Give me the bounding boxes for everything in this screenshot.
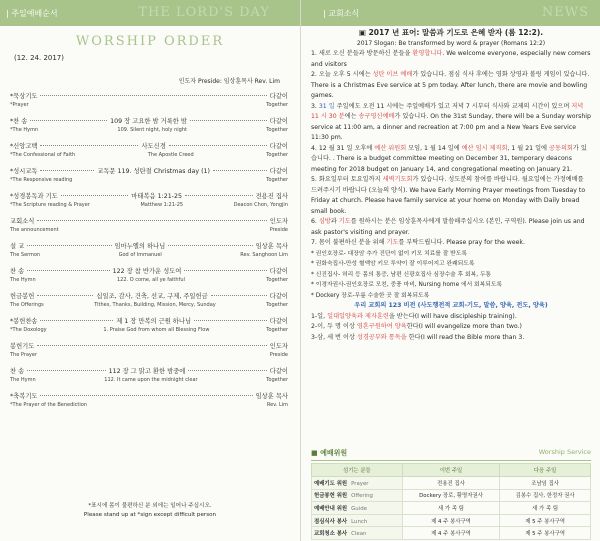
- order-item-name: 헌금봉헌: [10, 293, 35, 300]
- church-vision-title: 우리 교회의 123 비전 (사도행전적 교회-기도, 말씀, 양육, 전도, 양육): [354, 302, 548, 309]
- order-item-leader: 다같이: [269, 93, 288, 100]
- order-item-detail-en: God of Immanuel: [118, 252, 162, 258]
- news-item-4: 4. 12 월 31 일 오후에 예산 위원회 모임, 1 월 14 일에 예산 임시 제직회, 1 월 21 일에 공동의회가 있습니다. . There is a budget committee meeting on December 31, temporary deacons meeting for 2018 budget on January 14, and congregational meeting on January 21.: [311, 144, 587, 173]
- order-item-name-en: *The Responsive reading: [10, 177, 73, 183]
- column-header: 섬기는 분들: [312, 464, 403, 477]
- order-item-detail-en: [29, 101, 267, 109]
- order-item-detail: 사도신경: [141, 143, 166, 150]
- role-cell: 점심식사 봉사 Lunch: [312, 514, 403, 527]
- order-item-leader-en: Together: [266, 177, 288, 183]
- order-item-leader: 다같이: [269, 268, 289, 275]
- column-header: 이번 주일: [402, 464, 499, 477]
- news-item-7: 7. 몸이 불편하신 분을 위해 기도를 부탁드립니다. Please pray for the week.: [311, 239, 525, 246]
- service-date: (12. 24. 2017): [14, 54, 64, 62]
- vision-item-3: 3-삼, 세 번 이상 성경공부와 통독을 한다(I will read the Bible more than 3.: [311, 333, 525, 341]
- prayer-request: * Dockery 장로-무릎 수술한 곳 잘 회복되도록: [311, 292, 430, 299]
- order-item-detail-en: 122. O come, all ye faithful: [116, 277, 185, 283]
- standing-note: [0, 502, 300, 520]
- order-item-leader-en: Preside: [269, 352, 288, 358]
- order-item-leader-en: Together: [266, 327, 288, 333]
- order-item-name: *신앙고백: [10, 143, 38, 150]
- order-item-detail-en: Tithes, Thanks, Building, Mission, Mercy, Sunday: [94, 302, 216, 308]
- note-english: Please stand up at *sign except difficult person: [83, 512, 217, 518]
- dot-leader: [37, 295, 93, 296]
- next-week-cell: 조남임 집사: [500, 477, 591, 490]
- table-row: [312, 527, 591, 540]
- preside-line: 인도자 Preside: 임상훈목사 Rev. Lim: [178, 78, 280, 85]
- next-week-cell: 제 5 주 봉사구역: [500, 514, 591, 527]
- order-item-name: 설 교: [10, 243, 25, 250]
- news-item-3: 3. 31 일 주일에도 오전 11 시에는 주일예배가 있고 저녁 7 시부터 식사와 교제의 시간이 있으며 저녁 11 시 30 분에는 송구영신예배가 있습니다. On the 31st Sunday, there will be a Sunday worship service at 11:00 am, a dinner and recreation at 7:00 pm and a New Years Eve service 11:30 pm.: [311, 102, 591, 141]
- dot-leader: [27, 370, 105, 371]
- order-item-name-en: The Sermon: [10, 252, 41, 258]
- section-tag: | 교회소식: [323, 9, 360, 18]
- order-item: [10, 393, 288, 418]
- table-row: [312, 477, 591, 490]
- order-item-name: 봉헌기도: [10, 343, 35, 350]
- order-item: [10, 193, 288, 218]
- order-item-name-en: The Hymn: [10, 277, 36, 283]
- order-item-leader-en: Deacon Chon, Yongjin: [233, 202, 288, 208]
- dot-leader: [184, 270, 266, 271]
- this-week-cell: 제 4 주 봉사구역: [402, 527, 499, 540]
- order-item-name: *성경봉독과 기도: [10, 193, 58, 200]
- order-item-leader-en: Together: [266, 277, 288, 283]
- table-row: [312, 502, 591, 515]
- order-item-leader: 인도자: [269, 343, 288, 350]
- order-item-leader: 다같이: [269, 318, 289, 325]
- order-item-name: *묵상기도: [10, 93, 38, 100]
- order-item: [10, 293, 288, 318]
- order-item-leader: 인도자: [269, 218, 288, 225]
- dot-leader: [213, 170, 267, 171]
- order-item-leader-en: Together: [266, 102, 288, 108]
- role-cell: 헌금봉헌 위원 Offering: [312, 489, 403, 502]
- order-item-name-en: *The Scripture reading & Prayer: [10, 202, 90, 208]
- order-item-detail-en: [59, 226, 270, 234]
- square-bullet-icon: ■: [311, 449, 321, 457]
- role-cell: 교회청소 봉사 Clean: [312, 527, 403, 540]
- worship-order-list: [10, 93, 288, 418]
- order-item-name-en: The Offerings: [10, 302, 44, 308]
- right-page: [300, 0, 600, 541]
- order-item-leader-en: Together: [266, 302, 288, 308]
- order-item-detail: 122 장 참 반가운 성도여: [112, 268, 182, 275]
- dot-leader: [37, 345, 266, 346]
- news-item-6: 6. 심방과 기도를 원하시는 분은 임상훈목사에게 말씀해주십시오 (본인, 구역원). Please join us and ask pastor's visiting and prayer.: [311, 218, 585, 236]
- order-item-detail: 112 장 그 맑고 환한 밤중에: [108, 368, 186, 375]
- table-row: [312, 489, 591, 502]
- banner-ghost-title: THE LORD'S DAY: [138, 5, 270, 20]
- order-item-detail: 제 1 장 만복의 근원 하나님: [116, 318, 192, 325]
- order-item-name: *찬 송: [10, 118, 28, 125]
- news-item-1: 1. 새로 오신 분들과 방문하신 분들을 환영합니다. We welcome everyone, especially new comers and visitors: [311, 50, 591, 68]
- order-item-leader: 다같이: [269, 368, 289, 375]
- service-title-en: Worship Service: [538, 448, 591, 456]
- table-row: [312, 514, 591, 527]
- order-item-detail: 마태복음 1:21-25: [131, 193, 183, 200]
- order-item: [10, 368, 288, 393]
- order-item-detail-en: Matthew 1:21-25: [140, 202, 184, 208]
- year-slogan: 2017 Slogan: Be transformed by word & prayer (Romans 12:2): [356, 39, 546, 47]
- order-item-detail-en: 1. Praise God from whom all Blessing Flow: [103, 327, 210, 333]
- dot-leader: [194, 320, 267, 321]
- dot-leader: [169, 145, 267, 146]
- worship-order-title: WORSHIP ORDER: [75, 34, 225, 49]
- news-body: [311, 28, 591, 343]
- order-item-name: 찬 송: [10, 268, 25, 275]
- news-item-5: 5. 화요일부터 토요일까지 새벽기도회가 있습니다. 성도분의 참여를 바랍니다. 월요일에는 가정예배를 드려주시기 바랍니다 (오늘의 양식). We have Early Morning Prayer meetings from Tuesday to Friday at church. Please have family service at your home on Monday with Daily bread small book.: [311, 176, 586, 215]
- this-week-cell: 제 4 주 봉사구역: [402, 514, 499, 527]
- order-item-leader: 전용진 집사: [255, 193, 289, 200]
- order-item-name-en: The Hymn: [10, 377, 36, 383]
- order-item-detail: 교독문 119. 성탄절 Christmas day (1): [97, 168, 211, 175]
- next-week-cell: 김봉수 집사, 한정자 권사: [500, 489, 591, 502]
- prayer-request: * 이경자권사-권인호장로 모친, 중풍 마비, Nursing home 에서 회복되도록: [311, 282, 503, 288]
- vision-item-2: 2-이, 두 명 이상 영혼구원하여 양육한다(I will evangelize more than two.): [311, 323, 522, 330]
- order-item-name: 교회소식: [10, 218, 35, 225]
- order-item: [10, 118, 288, 143]
- service-title: ■ 예배위원: [311, 449, 348, 457]
- dot-leader: [190, 120, 267, 121]
- order-item-leader-en: Preside: [269, 227, 288, 233]
- order-item-leader-en: Rev. Sanghoon Lim: [240, 252, 288, 258]
- order-item-name: 찬 송: [10, 368, 25, 375]
- order-item-leader: 다같이: [269, 168, 289, 175]
- order-item: [10, 218, 288, 243]
- order-item-name-en: *Prayer: [10, 102, 29, 108]
- dot-leader: [211, 295, 267, 296]
- next-week-cell: 새 가 족 팀: [500, 502, 591, 515]
- order-item-name: *축복기도: [10, 393, 38, 400]
- order-item-detail: 임마누엘의 하나님: [114, 243, 166, 250]
- dot-leader: [168, 245, 252, 246]
- order-item: [10, 343, 288, 368]
- banner-ghost-title: NEWS: [541, 5, 589, 20]
- order-item-leader-en: Together: [266, 127, 288, 133]
- column-header: 다음 주일: [500, 464, 591, 477]
- year-motto: ▣ 2017 년 표어: 말씀과 기도로 은혜 받자 (롬 12:2).: [358, 28, 544, 37]
- order-item: [10, 318, 288, 343]
- order-item: [10, 93, 288, 118]
- dot-leader: [40, 95, 266, 96]
- order-item-name-en: *The Prayer of the Benediction: [10, 402, 87, 408]
- order-item: [10, 168, 288, 193]
- worship-service-section: [311, 448, 591, 540]
- order-item-detail-en: [87, 401, 267, 409]
- order-item-detail-en: [37, 351, 270, 359]
- this-week-cell: 새 가 족 팀: [402, 502, 499, 515]
- section-tag: | 주일예배순서: [6, 9, 58, 18]
- order-item-detail-en: [72, 176, 266, 184]
- dot-leader: [27, 245, 111, 246]
- order-item-name-en: The announcement: [10, 227, 59, 233]
- order-item-detail-en: The Apostle Creed: [147, 152, 194, 158]
- order-item-leader-en: Together: [266, 377, 288, 383]
- order-item: [10, 143, 288, 168]
- dot-leader: [37, 220, 266, 221]
- role-cell: 예배기도 위원 Prayer: [312, 477, 403, 490]
- service-table: [311, 463, 591, 540]
- order-item: [10, 243, 288, 268]
- prayer-request: * 권화숙집사-만성 혈액암 키모 투약이 잘 이루어지고 완쾌되도록: [311, 261, 475, 267]
- order-item-name-en: *The Hymn: [10, 127, 39, 133]
- dot-leader: [40, 145, 138, 146]
- dot-leader: [40, 320, 113, 321]
- dot-leader: [30, 120, 107, 121]
- order-item-leader: 다같이: [269, 118, 289, 125]
- role-cell: 예배안내 위원 Guide: [312, 502, 403, 515]
- order-item-leader: 임상훈 목사: [255, 243, 289, 250]
- dot-leader: [61, 195, 129, 196]
- order-item-leader: 다같이: [269, 143, 289, 150]
- order-item-name: *봉헌찬송: [10, 318, 38, 325]
- order-item-name-en: *The Doxology: [10, 327, 47, 333]
- dot-leader: [27, 270, 109, 271]
- order-item-leader: 다같이: [269, 293, 289, 300]
- this-week-cell: 전용진 집사: [402, 477, 499, 490]
- service-header: [311, 448, 591, 461]
- order-item-detail: 십일조, 감사, 건축, 선교, 구제, 주일헌금: [96, 293, 208, 300]
- order-item-leader-en: Rev. Lim: [266, 402, 288, 408]
- next-week-cell: 제 5 주 봉사구역: [500, 527, 591, 540]
- order-item-detail-en: 112. It came upon the midnight clear: [104, 377, 198, 383]
- order-item-name-en: The Prayer: [10, 352, 38, 358]
- dot-leader: [40, 395, 252, 396]
- order-item: [10, 268, 288, 293]
- dot-leader: [185, 195, 253, 196]
- order-item-leader: 임상훈 목사: [255, 393, 288, 400]
- dot-leader: [188, 370, 266, 371]
- order-item-leader-en: Together: [266, 152, 288, 158]
- order-item-name-en: *The Confessional of Faith: [10, 152, 76, 158]
- order-item-detail-en: 109. Silent night, holy night: [117, 127, 187, 133]
- order-item-detail: 109 장 고요한 밤 거룩한 밤: [110, 118, 187, 125]
- this-week-cell: Dockery 장로, 황명자권사: [402, 489, 499, 502]
- note-korean: *표시에 몸이 불편하신 분 외에는 일어나 주십시오.: [88, 503, 212, 509]
- prayer-request: * 신진집사- 허리 등 몸의 통증, 남편 신광호집사 심장수술 후 회복, 두통: [311, 271, 492, 278]
- dot-leader: [40, 170, 94, 171]
- order-item-name: *성시교독: [10, 168, 38, 175]
- prayer-request: * 권인호장로- 대장암 추가 진단이 없이 키모 치료를 잘 받도록: [311, 250, 467, 257]
- vision-item-1: 1-일, 일대일양육과 제자훈련을 받는다(I will have discipleship training).: [311, 312, 517, 320]
- news-item-2: 2. 오늘 오후 5 시에는 성탄 이브 예배가 있습니다. 점심 식사 후에는 영화 상영과 볼링 게임이 있습니다. There is a Christmas Eve service at 5 pm today. After lunch, there are movie and bowling games.: [311, 71, 590, 99]
